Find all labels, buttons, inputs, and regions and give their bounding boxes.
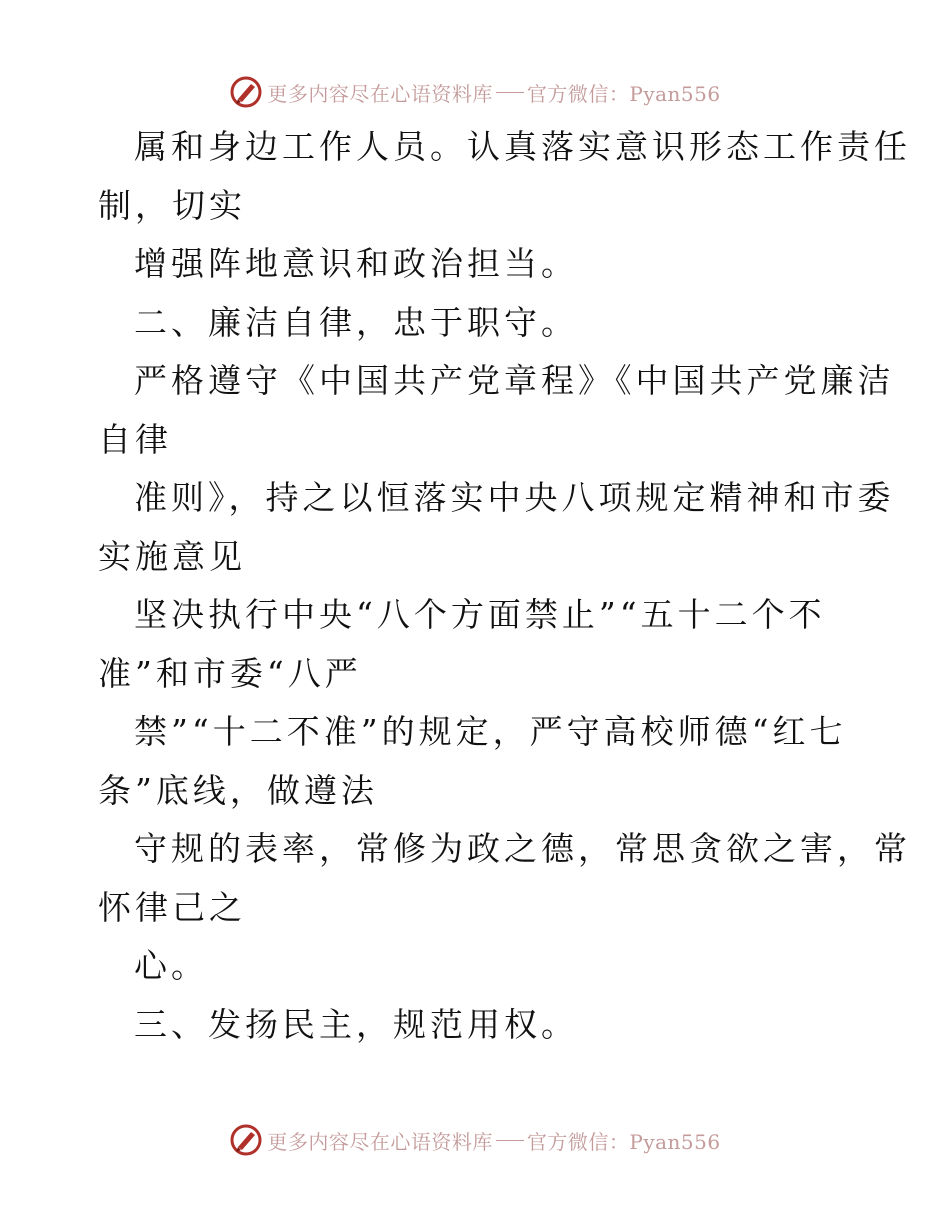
section-heading: 三、发扬民主，规范用权。 (134, 1004, 578, 1044)
document-body (98, 118, 911, 1054)
red-pen-icon (229, 1123, 263, 1157)
watermark-suffix: 官方微信：Pyan556 (526, 81, 721, 106)
watermark-dash (496, 1140, 524, 1141)
body-line: 坚决执行中央“八个方面禁止”“五十二个不 (134, 595, 826, 634)
body-line: 制，切实 (98, 185, 246, 225)
body-line: 属和身边工作人员。认真落实意识形态工作责任 (134, 127, 911, 166)
body-line: 准”和市委“八严 (98, 653, 362, 693)
watermark-dash (496, 92, 524, 93)
body-line: 怀律己之 (98, 887, 246, 927)
body-line: 严格遵守《中国共产党章程》《中国共产党廉洁 (134, 361, 895, 400)
body-line: 守规的表率，常修为政之德，常思贪欲之害，常 (134, 829, 911, 868)
body-line: 自律 (98, 419, 172, 459)
body-line: 禁”“十二不准”的规定，严守高校师德“红七 (134, 712, 847, 751)
header-watermark (0, 70, 950, 114)
body-line: 准则》，持之以恒落实中央八项规定精神和市委 (134, 478, 895, 517)
body-line: 条”底线，做遵法 (98, 770, 378, 810)
red-pen-icon (229, 75, 263, 109)
watermark-text: 更多内容尽在心语资料库 (267, 1129, 493, 1154)
footer-watermark (0, 1118, 950, 1162)
body-line: 心。 (134, 946, 208, 985)
section-heading: 二、廉洁自律，忠于职守。 (134, 302, 578, 342)
body-line: 实施意见 (98, 536, 246, 576)
watermark-text: 更多内容尽在心语资料库 (267, 81, 493, 106)
watermark-suffix: 官方微信：Pyan556 (526, 1129, 721, 1154)
body-line: 增强阵地意识和政治担当。 (134, 244, 578, 283)
